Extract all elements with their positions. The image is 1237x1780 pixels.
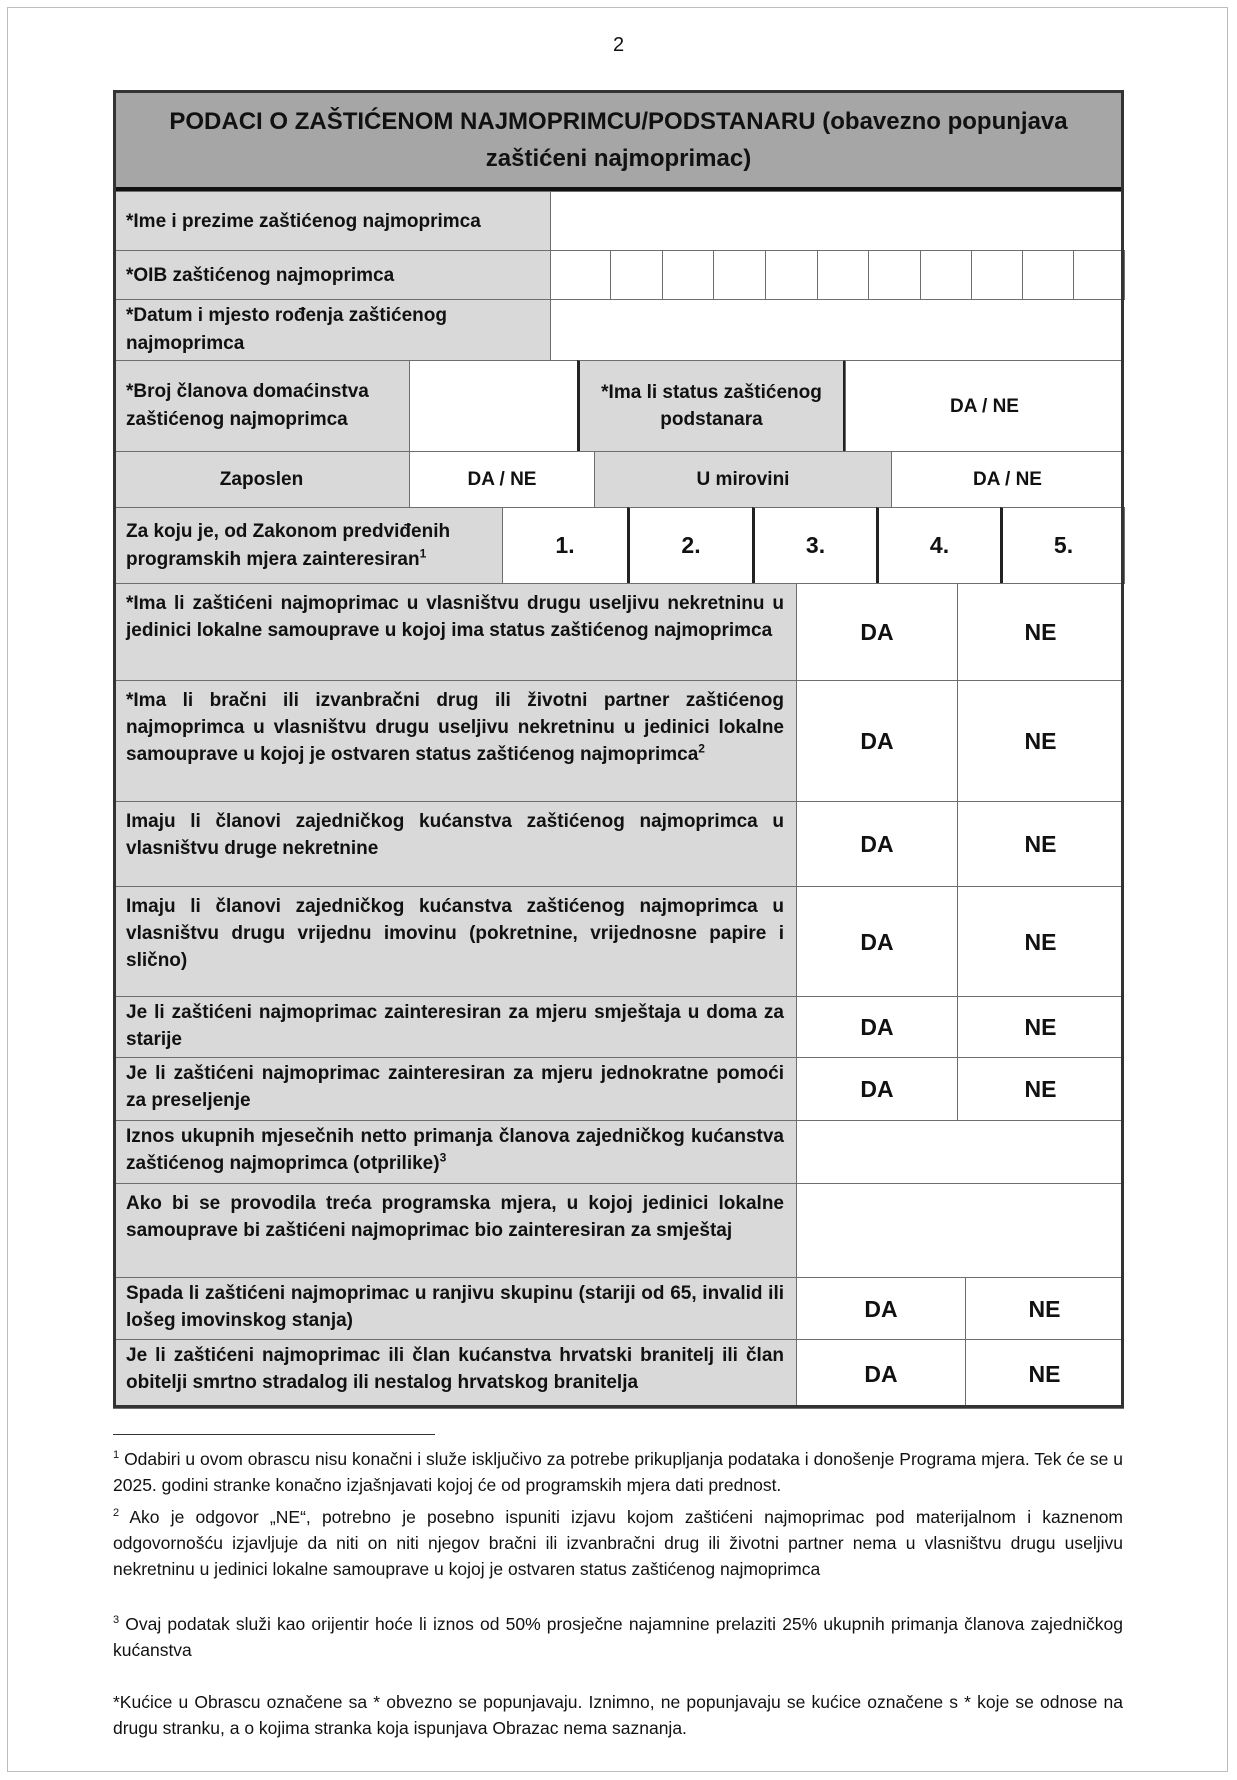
answer-no-option[interactable]: NE <box>957 1057 1124 1122</box>
answer-no-option[interactable]: NE <box>957 680 1124 803</box>
footnote-1: $^1$ Odabiri u ovom obrascu nisu konačni i služe isključivo za potrebe prikupljanja podataka i donošenje Programa mjera. Tek će se u 2025. godini stranke konačno izjašnjavati kojoj će od programskih mjera dati prednost. <box>113 1449 1123 1495</box>
name-input[interactable] <box>550 191 1124 251</box>
answer-yes-option[interactable]: DA <box>796 680 958 803</box>
oib-digit-cell[interactable] <box>971 250 1023 300</box>
household-input[interactable] <box>409 360 578 452</box>
question-label: Iznos ukupnih mjesečnih netto primanja članova zajedničkog kućanstva zaštićenog najmoprimca (otprilike)$^3$ <box>113 1120 797 1185</box>
question-answer-input[interactable] <box>796 1183 1124 1279</box>
retired-yes-no[interactable]: DA / NE <box>891 451 1124 508</box>
answer-no-option[interactable]: NE <box>965 1277 1124 1341</box>
oib-digit-cell[interactable] <box>765 250 818 300</box>
question-answer-input[interactable] <box>796 1120 1124 1185</box>
answer-yes-option[interactable]: DA <box>796 996 958 1059</box>
oib-digit-cell[interactable] <box>920 250 972 300</box>
answer-yes-option[interactable]: DA <box>796 1057 958 1122</box>
measure-option-4[interactable]: 4. <box>876 507 1001 584</box>
question-label: Je li zaštićeni najmoprimac ili član kućanstva hrvatski branitelj ili član obitelji smrtno stradalog ili nestalog hrvatskog branitelja <box>113 1339 797 1409</box>
answer-no-option[interactable]: NE <box>957 996 1124 1059</box>
oib-digit-cell[interactable] <box>1022 250 1074 300</box>
page-number: 2 <box>612 34 625 56</box>
footnote-separator <box>113 1434 435 1435</box>
question-label: Spada li zaštićeni najmoprimac u ranjivu skupinu (stariji od 65, invalid ili lošeg imovinskog stanja) <box>113 1277 797 1341</box>
answer-yes-option[interactable]: DA <box>796 1339 966 1409</box>
answer-no-option[interactable]: NE <box>957 801 1124 888</box>
birth-input[interactable] <box>550 299 1124 361</box>
measures-label: Za koju je, od Zakonom predviđenih programskih mjera zainteresiran$^1$ <box>113 507 503 584</box>
footnote-3: $^3$ Ovaj podatak služi kao orijentir hoće li iznos od 50% prosječne najamnine prelaziti 25% ukupnih primanja članova zajedničkog kućanstva <box>113 1614 1123 1660</box>
question-label: Imaju li članovi zajedničkog kućanstva zaštićenog najmoprimca u vlasništvu drugu vrijednu imovinu (pokretnine, vrijednosne papire i slično) <box>113 886 797 998</box>
retired-label: U mirovini <box>594 451 892 508</box>
name-label: *Ime i prezime zaštićenog najmoprimca <box>113 191 551 251</box>
subtenant-label: *Ima li status zaštićenog podstanara <box>577 360 846 452</box>
footnote-2: $^2$ Ako je odgovor „NE“, potrebno je posebno ispuniti izjavu kojom zaštićeni najmoprimac pod materijalnom i kaznenom odgovornošću izjavljuje da niti on niti njegov bračni ili izvanbračni drug ili životni partner nema u vlasništvu drugu useljivu nekretninu u jedinici lokalne samouprave u kojoj je ostvaren status zaštićenog najmoprimca <box>113 1507 1124 1579</box>
subtenant-yes-no[interactable]: DA / NE <box>845 360 1124 452</box>
oib-digit-cell[interactable] <box>610 250 663 300</box>
oib-digit-cell[interactable] <box>662 250 714 300</box>
question-label: *Ima li zaštićeni najmoprimac u vlasništvu drugu useljivu nekretninu u jedinici lokalne samouprave u kojoj ima status zaštićenog najmoprimca <box>113 583 797 682</box>
oib-digit-cell[interactable] <box>817 250 869 300</box>
question-label: Je li zaštićeni najmoprimac zainteresiran za mjeru jednokratne pomoći za preseljenje <box>113 1057 797 1122</box>
question-label: *Ima li bračni ili izvanbračni drug ili životni partner zaštićenog najmoprimca u vlasništvu drugu useljivu nekretninu u jedinici lokalne samouprave u kojoj je ostvaren status zaštićenog najmoprimca$^2$ <box>113 680 797 803</box>
oib-digit-cell[interactable] <box>868 250 921 300</box>
household-label: *Broj članova domaćinstva zaštićenog najmoprimca <box>113 360 410 452</box>
oib-digit-cell[interactable] <box>713 250 766 300</box>
answer-yes-option[interactable]: DA <box>796 886 958 998</box>
employed-yes-no[interactable]: DA / NE <box>409 451 595 508</box>
measure-option-3[interactable]: 3. <box>752 507 877 584</box>
oib-digit-cell[interactable] <box>1073 250 1125 300</box>
answer-no-option[interactable]: NE <box>957 583 1124 682</box>
birth-label: *Datum i mjesto rođenja zaštićenog najmoprimca <box>113 299 551 361</box>
question-label: Je li zaštićeni najmoprimac zainteresiran za mjeru smještaja u doma za starije <box>113 996 797 1059</box>
measure-option-5[interactable]: 5. <box>1000 507 1125 584</box>
answer-no-option[interactable]: NE <box>965 1339 1124 1409</box>
form-section-title: PODACI O ZAŠTIĆENOM NAJMOPRIMCU/PODSTANARU (obavezno popunjava zaštićeni najmoprimac) <box>113 90 1124 191</box>
question-label: Ako bi se provodila treća programska mjera, u kojoj jedinici lokalne samouprave bi zaštićeni najmoprimac bio zainteresiran za smještaj <box>113 1183 797 1279</box>
answer-yes-option[interactable]: DA <box>796 583 958 682</box>
measure-option-2[interactable]: 2. <box>627 507 753 584</box>
oib-digit-cell[interactable] <box>550 250 611 300</box>
measure-option-1[interactable]: 1. <box>502 507 628 584</box>
employed-label: Zaposlen <box>113 451 410 508</box>
footnote-asterisk: *Kućice u Obrascu označene sa * obvezno se popunjavaju. Iznimno, ne popunjavaju se kućice označene s * koje se odnose na drugu stranku, a o kojima stranka koja ispunjava Obrazac nema saznanja. <box>113 1692 1123 1738</box>
answer-yes-option[interactable]: DA <box>796 1277 966 1341</box>
answer-no-option[interactable]: NE <box>957 886 1124 998</box>
answer-yes-option[interactable]: DA <box>796 801 958 888</box>
question-label: Imaju li članovi zajedničkog kućanstva zaštićenog najmoprimca u vlasništvu druge nekretnine <box>113 801 797 888</box>
oib-label: *OIB zaštićenog najmoprimca <box>113 250 551 300</box>
